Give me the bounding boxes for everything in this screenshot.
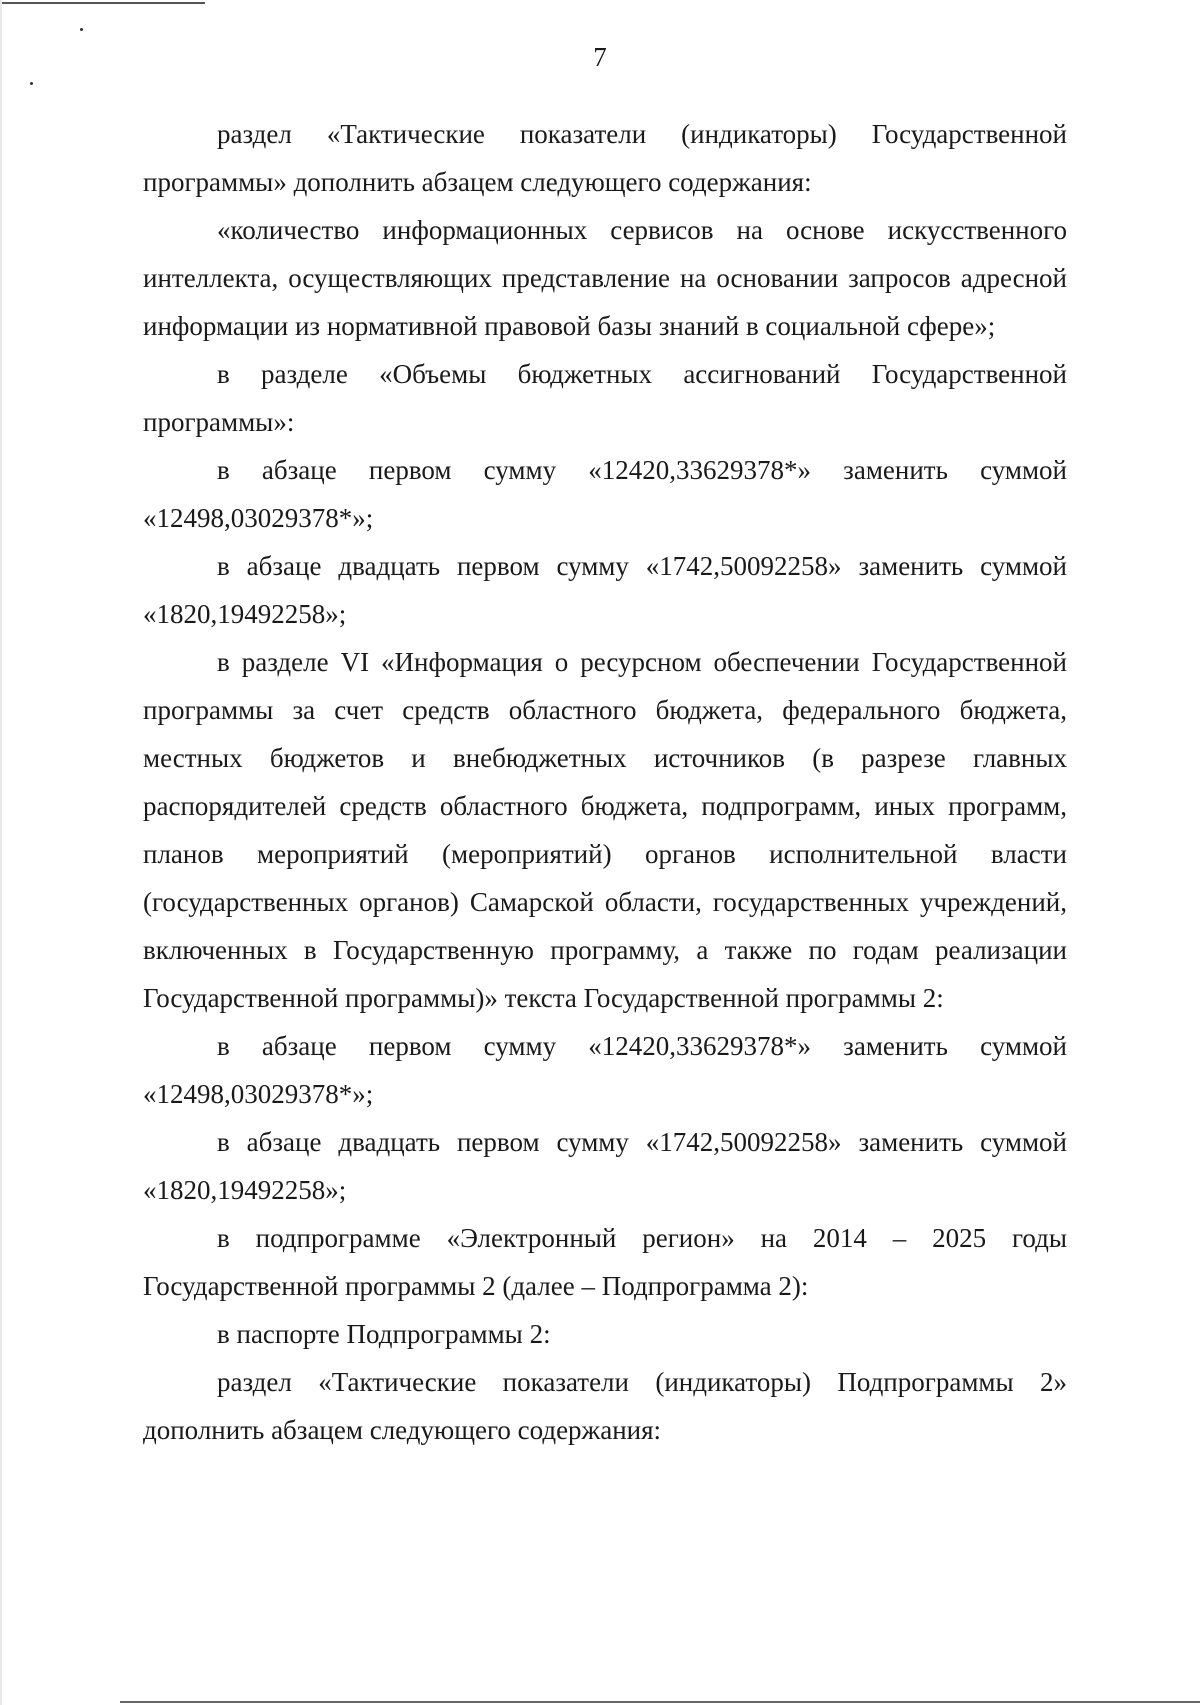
scan-edge-top [0,2,205,4]
paragraph: раздел «Тактические показатели (индикаторы) Государственной программы» дополнить абзацем следующего содержания: [143,119,1067,197]
paragraph: в абзаце первом сумму «12420,33629378*» заменить суммой «12498,03029378*»; [143,455,1067,533]
scan-speck [30,82,33,85]
paragraph: в абзаце двадцать первом сумму «1742,50092258» заменить суммой «1820,19492258»; [143,551,1067,629]
paragraph: «количество информационных сервисов на основе искусственного интеллекта, осуществляющих представление на основании запросов адресной информации из нормативной правовой базы знаний в социальной сфере»; [143,215,1067,341]
paragraph: в разделе «Объемы бюджетных ассигнований Государственной программы»: [143,359,1067,437]
scan-edge-bottom [120,1701,1200,1703]
document-body [143,110,1067,1454]
paragraph: в разделе VI «Информация о ресурсном обеспечении Государственной программы за счет средств областного бюджета, федерального бюджета, местных бюджетов и внебюджетных источников (в разрезе главных распорядителей средств областного бюджета, подпрограмм, иных программ, планов мероприятий (мероприятий) органов исполнительной власти (государственных органов) Самарской области, государственных учреждений, включенных в Государственную программу, а также по годам реализации Государственной программы)» текста Государственной программы 2: [143,647,1067,1013]
paragraph: в абзаце двадцать первом сумму «1742,50092258» заменить суммой «1820,19492258»; [143,1127,1067,1205]
paragraph: в паспорте Подпрограммы 2: [217,1319,551,1349]
scan-speck [80,28,83,31]
paragraph: раздел «Тактические показатели (индикаторы) Подпрограммы 2» дополнить абзацем следующего содержания: [143,1367,1067,1445]
paragraph: в абзаце первом сумму «12420,33629378*» заменить суммой «12498,03029378*»; [143,1031,1067,1109]
scan-edge-left [0,0,2,1705]
page-number: 7 [593,42,607,72]
paragraph: в подпрограмме «Электронный регион» на 2014 – 2025 годы Государственной программы 2 (далее – Подпрограмма 2): [143,1223,1067,1301]
